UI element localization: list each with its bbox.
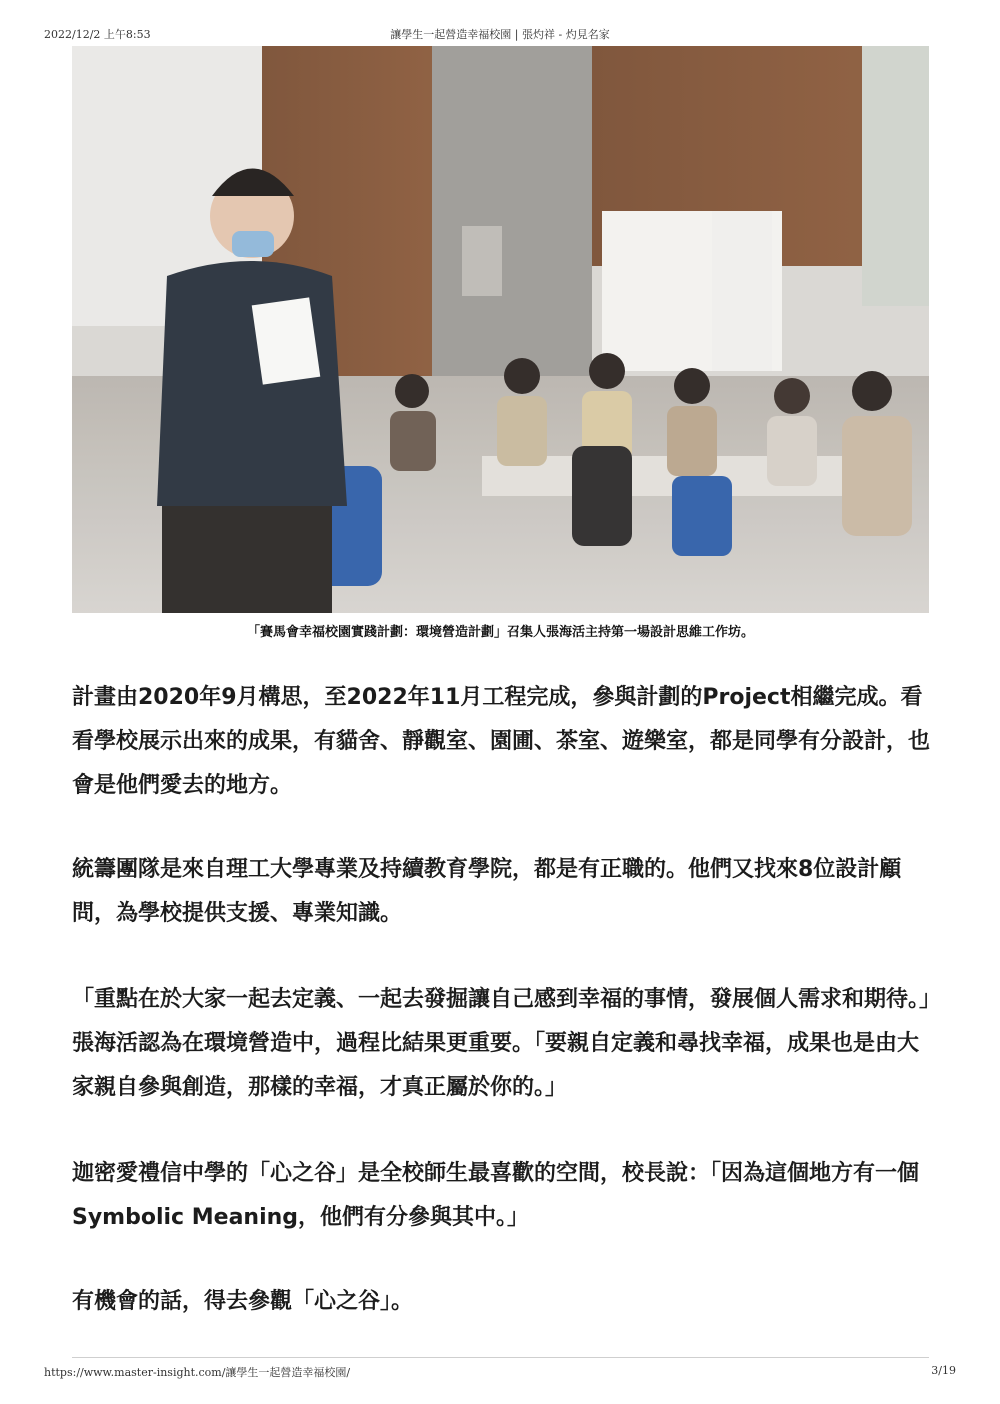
- article-paragraph: 計畫由2020年9月構思，至2022年11月工程完成，參與計劃的Project相繼完成。看看學校展示出來的成果，有貓舍、靜觀室、園圃、茶室、遊樂室，都是同學有分設計，也會是他們愛去的地方。: [72, 685, 931, 798]
- print-page-title: 讓學生一起營造幸福校園 | 張灼祥 - 灼見名家: [390, 28, 610, 41]
- print-url: https://www.master-insight.com/讓學生一起營造幸福校園/: [44, 1366, 351, 1379]
- article-paragraph: 有機會的話，得去參觀「心之谷」。: [72, 1289, 414, 1314]
- photo-caption: 「賽馬會幸福校園實踐計劃：環境營造計劃」召集人張海活主持第一場設計思維工作坊。: [246, 625, 754, 640]
- print-footer: [44, 1364, 956, 1380]
- print-header: [44, 26, 956, 42]
- print-datetime: 2022/12/2 上午8:53: [44, 28, 151, 41]
- article-paragraph: 「重點在於大家一起去定義、一起去發掘讓自己感到幸福的事情，發展個人需求和期待。」張海活認為在環境營造中，過程比結果更重要。「要親自定義和尋找幸福，成果也是由大家親自參與創造，那樣的幸福，才真正屬於你的。」: [72, 987, 931, 1100]
- article-photo: [72, 46, 929, 613]
- print-page-number: 3/19: [931, 1364, 956, 1377]
- article-paragraph: 迦密愛禮信中學的「心之谷」是全校師生最喜歡的空間，校長說：「因為這個地方有一個Symbolic Meaning，他們有分參與其中。」: [72, 1161, 920, 1230]
- footer-divider: [72, 1357, 929, 1358]
- article-paragraph: 統籌團隊是來自理工大學專業及持續教育學院，都是有正職的。他們又找來8位設計顧問，為學校提供支援、專業知識。: [72, 857, 902, 926]
- workshop-photo-illustration: [72, 46, 929, 613]
